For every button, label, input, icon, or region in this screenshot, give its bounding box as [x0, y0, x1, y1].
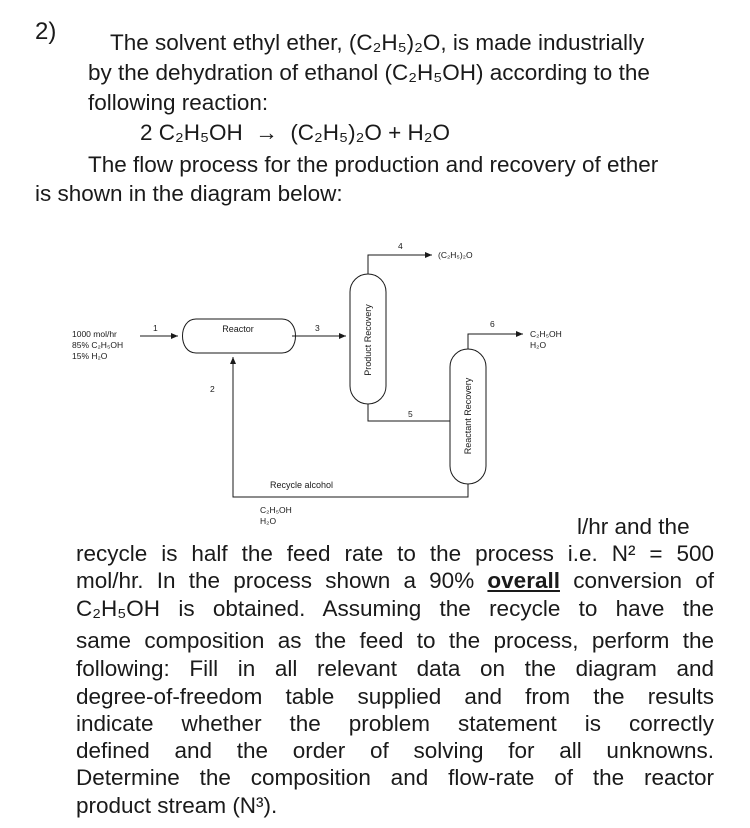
feed-water-label: 15% H₂O: [72, 351, 108, 361]
flow-intro-line-2: is shown in the diagram below:: [35, 181, 343, 206]
stream-6-number: 6: [490, 319, 495, 329]
body-line-11: product stream (N³).: [76, 793, 278, 818]
reaction-equation: 2 C₂H₅OH → (C₂H₅)₂O + H₂O: [140, 120, 450, 145]
body-line-3-pre: mol/hr. In the process shown a 90%: [76, 568, 475, 593]
stream-6-line: [468, 334, 520, 349]
body-line-7: degree-of-freedom table supplied and from the results: [76, 684, 714, 709]
body-line-10: Determine the composition and flow-rate of the reactor: [76, 765, 714, 790]
process-flow-diagram: [60, 236, 640, 536]
intro-line-2: by the dehydration of ethanol (C₂H₅OH) according to the: [88, 60, 650, 85]
body-line-3-post: conversion of: [573, 568, 714, 593]
body-line-8: indicate whether the problem statement is correctly: [76, 711, 714, 736]
top-outlet-water-label: H₂O: [530, 340, 547, 350]
stream-5-number: 5: [408, 409, 413, 419]
stream-4-number: 4: [398, 241, 403, 251]
body-line-1: l/hr and the: [577, 514, 690, 539]
feed-rate-label: 1000 mol/hr: [72, 329, 117, 339]
top-outlet-ethanol-label: C₂H₅OH: [530, 329, 562, 339]
stream-4-line: [368, 255, 430, 274]
flow-intro-line-1: The flow process for the production and recovery of ether: [88, 152, 659, 177]
product-recovery-label: Product Recovery: [363, 304, 373, 376]
body-line-9: defined and the order of solving for all unknowns.: [76, 738, 714, 763]
intro-line-3: following reaction:: [88, 90, 269, 115]
body-line-2: recycle is half the feed rate to the process i.e. N² = 500: [76, 541, 714, 566]
stream-2-number: 2: [210, 384, 215, 394]
body-line-6: following: Fill in all relevant data on the diagram and: [76, 656, 714, 681]
reactant-recovery-label: Reactant Recovery: [463, 377, 473, 455]
recycle-ethanol-label: C₂H₅OH: [260, 505, 292, 515]
ether-product-label: (C₂H₅)₂O: [438, 250, 473, 260]
feed-ethanol-label: 85% C₂H₅OH: [72, 340, 124, 350]
body-line-4: C₂H₅OH is obtained. Assuming the recycle to have the: [76, 596, 714, 621]
question-number: 2): [35, 18, 57, 45]
stream-3-number: 3: [315, 323, 320, 333]
recycle-water-label: H₂O: [260, 516, 277, 526]
recycle-alcohol-label: Recycle alcohol: [270, 480, 334, 490]
intro-line-1: The solvent ethyl ether, (C₂H₅)₂O, is made industrially: [110, 30, 645, 55]
body-line-5: same composition as the feed to the process, perform the: [76, 628, 714, 653]
body-line-3: [76, 567, 714, 595]
reactor-label: Reactor: [222, 324, 254, 334]
overall-emphasis: overall: [487, 568, 560, 593]
stream-1-number: 1: [153, 323, 158, 333]
